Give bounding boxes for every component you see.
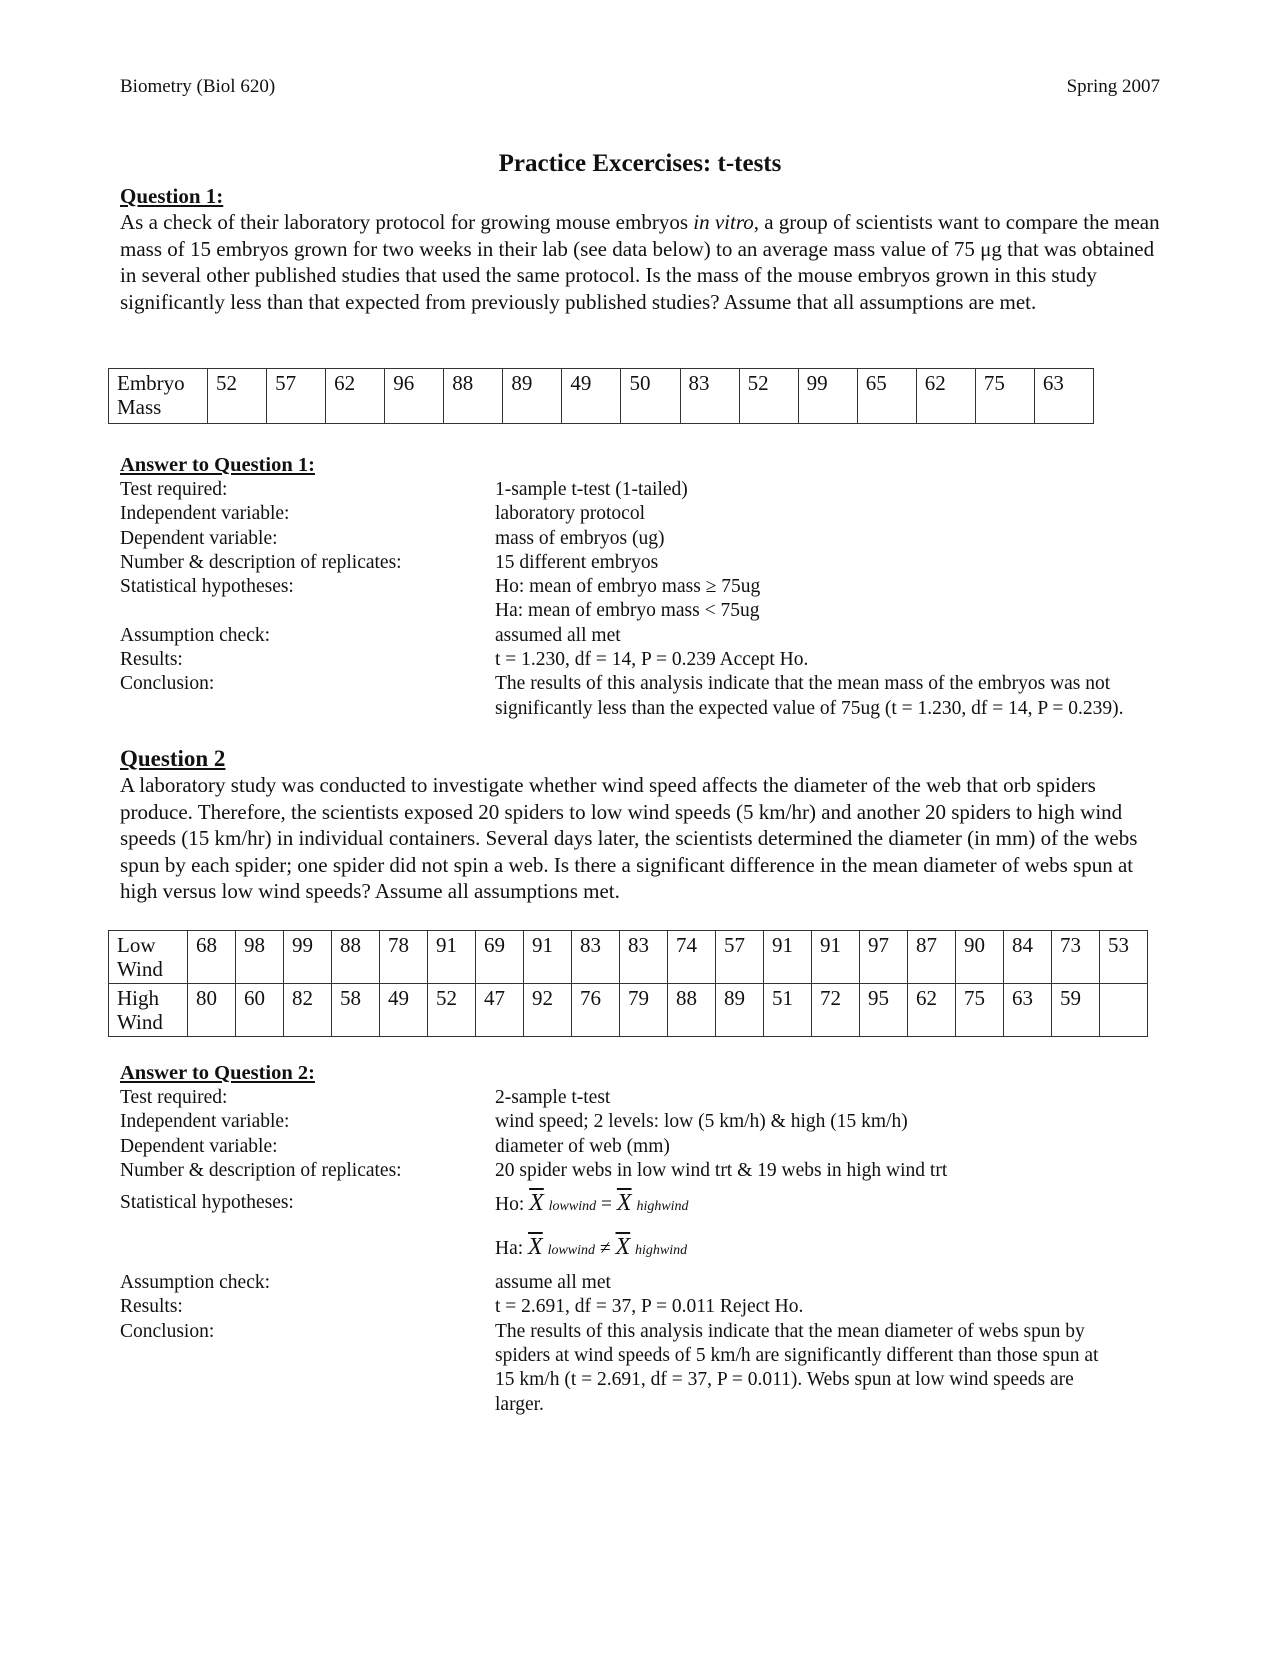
answer-label: Conclusion: — [120, 1320, 215, 1342]
table-cell: 62 — [326, 369, 385, 424]
table-cell: 74 — [668, 931, 716, 984]
null-hypothesis — [495, 1183, 1180, 1227]
ha-prefix: Ha: — [495, 1238, 529, 1260]
answer-row — [120, 624, 1180, 648]
question-1-text — [120, 209, 1160, 315]
course-header: Biometry (Biol 620) — [120, 76, 276, 97]
table-cell: 60 — [236, 984, 284, 1037]
table-cell: 79 — [620, 984, 668, 1037]
answer-value: wind speed; 2 levels: low (5 km/h) & high (15 km/h) — [495, 1111, 908, 1133]
answer-1-heading: Answer to Question 1: — [120, 454, 315, 476]
answer-label: Conclusion: — [120, 673, 215, 695]
wind-web-table — [108, 930, 1148, 1037]
answer-row — [120, 551, 1180, 575]
table-cell: 91 — [764, 931, 812, 984]
table-cell: 53 — [1100, 931, 1148, 984]
table-cell: 58 — [332, 984, 380, 1037]
answer-label: Independent variable: — [120, 1111, 290, 1133]
page-title: Practice Excercises: t-tests — [498, 150, 782, 177]
answer-value: Ha: mean of embryo mass < 75ug — [495, 600, 760, 622]
table-cell: 75 — [956, 984, 1004, 1037]
table-cell: 90 — [956, 931, 1004, 984]
answer-value: 20 spider webs in low wind trt & 19 webs in high wind trt — [495, 1159, 948, 1181]
answer-label: Statistical hypotheses: — [120, 576, 294, 598]
table-row — [109, 369, 1094, 424]
table-cell: 52 — [739, 369, 798, 424]
xbar-symbol: $\overline{X}$ — [616, 1190, 632, 1217]
table-cell: 52 — [428, 984, 476, 1037]
table-cell — [1100, 984, 1148, 1037]
question-2 — [120, 746, 1160, 905]
answer-value: laboratory protocol — [495, 503, 645, 525]
answer-row — [120, 1110, 1180, 1134]
question-2-heading: Question 2 — [120, 746, 226, 771]
table-cell: 99 — [798, 369, 857, 424]
table-cell: 68 — [188, 931, 236, 984]
question-1-text-a: As a check of their laboratory protocol for growing mouse embryos — [120, 210, 694, 234]
embryo-mass-table — [108, 368, 1094, 424]
answer-row — [120, 1295, 1180, 1319]
table-row-high-wind — [109, 984, 1148, 1037]
question-1-heading: Question 1: — [120, 184, 224, 208]
table-cell: 52 — [208, 369, 267, 424]
answer-label: Number & description of replicates: — [120, 1159, 402, 1181]
ho-prefix: Ho: — [495, 1194, 530, 1216]
table-cell: 83 — [680, 369, 739, 424]
table-cell: 63 — [1004, 984, 1052, 1037]
answer-label: Assumption check: — [120, 1272, 271, 1294]
answer-label: Assumption check: — [120, 624, 271, 646]
table-cell: 83 — [572, 931, 620, 984]
table-cell: 87 — [908, 931, 956, 984]
table-cell: 89 — [716, 984, 764, 1037]
table-cell: 91 — [812, 931, 860, 984]
table-cell: 95 — [860, 984, 908, 1037]
subscript-low: lowwind — [547, 1243, 596, 1259]
answer-label: Number & description of replicates: — [120, 551, 402, 573]
answer-label: Test required: — [120, 479, 228, 500]
answer-label: Results: — [120, 649, 183, 671]
answer-2-heading: Answer to Question 2: — [120, 1062, 315, 1084]
answer-row — [120, 672, 1180, 721]
subscript-low: lowwind — [548, 1199, 597, 1215]
equals-sign: = — [601, 1194, 613, 1216]
term-header: Spring 2007 — [1066, 76, 1160, 97]
table-cell: 78 — [380, 931, 428, 984]
xbar-symbol: $\overline{X}$ — [615, 1234, 631, 1261]
table-cell: 73 — [1052, 931, 1100, 984]
row-label: Low Wind — [109, 931, 188, 984]
answer-value: 2-sample t-test — [495, 1087, 611, 1108]
answer-row — [120, 527, 1180, 551]
table-cell: 47 — [476, 984, 524, 1037]
answer-value: The results of this analysis indicate that the mean diameter of webs spun by spiders at wind speeds of 5 km/h are significantly different than those spun at 15 km/h (t = 2.691, df = 37, P = 0.011). Webs spun at low wind speeds are larger. — [495, 1320, 1099, 1415]
answer-row — [120, 575, 1180, 599]
question-1 — [120, 184, 1160, 315]
subscript-high: highwind — [635, 1243, 688, 1259]
table-cell: 80 — [188, 984, 236, 1037]
table-cell: 62 — [908, 984, 956, 1037]
table-cell: 57 — [716, 931, 764, 984]
answer-value: mass of embryos (ug) — [495, 527, 665, 549]
question-1-text-b: , a group of scientists want to compare the mean mass of 15 embryos grown for two weeks in their lab (see data below) to an average mass value of 75 μg that was obtained in several other published studies that used the same protocol. Is the mass of the mouse embryos grown in this study significantly less than that expected from previously published studies? Assume that all assumptions are met. — [120, 210, 1160, 314]
answer-1 — [120, 452, 1180, 721]
alternative-hypothesis — [495, 1227, 1180, 1271]
answer-value: assume all met — [495, 1272, 611, 1294]
table-cell: 72 — [812, 984, 860, 1037]
answer-row — [120, 648, 1180, 672]
question-1-italic: in vitro — [693, 210, 754, 234]
table-cell: 69 — [476, 931, 524, 984]
answer-1-rows — [120, 478, 1180, 721]
table-cell: 62 — [916, 369, 975, 424]
table-cell: 83 — [620, 931, 668, 984]
table-cell: 99 — [284, 931, 332, 984]
answer-2 — [120, 1060, 1180, 1417]
not-equals-sign: ≠ — [599, 1238, 611, 1260]
table-cell: 97 — [860, 931, 908, 984]
table-cell: 88 — [444, 369, 503, 424]
table-cell: 57 — [267, 369, 326, 424]
table-row-low-wind — [109, 931, 1148, 984]
table-cell: 91 — [428, 931, 476, 984]
table-cell: 88 — [668, 984, 716, 1037]
row-label: Embryo Mass — [109, 369, 208, 424]
answer-label: Independent variable: — [120, 503, 290, 525]
table-cell: 49 — [562, 369, 621, 424]
subscript-high: highwind — [636, 1199, 689, 1215]
table-cell: 76 — [572, 984, 620, 1037]
table-cell: 91 — [524, 931, 572, 984]
answer-value: The results of this analysis indicate that the mean mass of the embryos was not significantly less than the expected value of 75ug (t = 1.230, df = 14, P = 0.239). — [495, 673, 1124, 719]
table-cell: 98 — [236, 931, 284, 984]
answer-value: Ho: mean of embryo mass ≥ 75ug — [495, 576, 761, 598]
row-label: High Wind — [109, 984, 188, 1037]
table-cell: 84 — [1004, 931, 1052, 984]
answer-label: Statistical hypotheses: — [120, 1192, 294, 1214]
table-cell: 82 — [284, 984, 332, 1037]
answer-row — [120, 1320, 1180, 1417]
answer-row — [120, 478, 1180, 502]
answer-value: 15 different embryos — [495, 551, 659, 573]
table-cell: 65 — [857, 369, 916, 424]
table-cell: 50 — [621, 369, 680, 424]
answer-label: Test required: — [120, 1087, 228, 1108]
answer-row — [120, 1086, 1180, 1110]
table-cell: 96 — [385, 369, 444, 424]
table-cell: 75 — [975, 369, 1034, 424]
xbar-symbol: $\overline{X}$ — [528, 1234, 543, 1261]
answer-label-empty — [120, 1227, 495, 1271]
answer-value: diameter of web (mm) — [495, 1135, 670, 1157]
answer-row — [120, 1135, 1180, 1159]
answer-value: assumed all met — [495, 624, 621, 646]
table-cell: 88 — [332, 931, 380, 984]
answer-row — [120, 502, 1180, 526]
answer-label — [120, 599, 495, 623]
table-cell: 63 — [1034, 369, 1093, 424]
answer-row-hypothesis-null — [120, 1183, 1180, 1227]
table-cell: 89 — [503, 369, 562, 424]
answer-value: 1-sample t-test (1-tailed) — [495, 479, 688, 500]
answer-label: Results: — [120, 1296, 183, 1318]
answer-label: Dependent variable: — [120, 527, 278, 549]
answer-row — [120, 599, 1180, 623]
table-cell: 51 — [764, 984, 812, 1037]
xbar-symbol: $\overline{X}$ — [529, 1190, 544, 1217]
answer-row — [120, 1159, 1180, 1183]
question-2-text: A laboratory study was conducted to investigate whether wind speed affects the diameter of the web that orb spiders produce. Therefore, the scientists exposed 20 spiders to low wind speeds (5 km/hr) and another 20 spiders to high wind speeds (15 km/hr) in individual containers. Several days later, the scientists determined the diameter (in mm) of the webs spun by each spider; one spider did not spin a web. Is there a significant difference in the mean diameter of webs spun at high versus low wind speeds? Assume all assumptions met. — [120, 773, 1138, 903]
answer-value: t = 1.230, df = 14, P = 0.239 Accept Ho. — [495, 649, 809, 671]
answer-row — [120, 1271, 1180, 1295]
table-cell: 59 — [1052, 984, 1100, 1037]
answer-label: Dependent variable: — [120, 1135, 278, 1157]
table-cell: 92 — [524, 984, 572, 1037]
table-cell: 49 — [380, 984, 428, 1037]
answer-value: t = 2.691, df = 37, P = 0.011 Reject Ho. — [495, 1296, 804, 1318]
answer-row-hypothesis-alt — [120, 1227, 1180, 1271]
